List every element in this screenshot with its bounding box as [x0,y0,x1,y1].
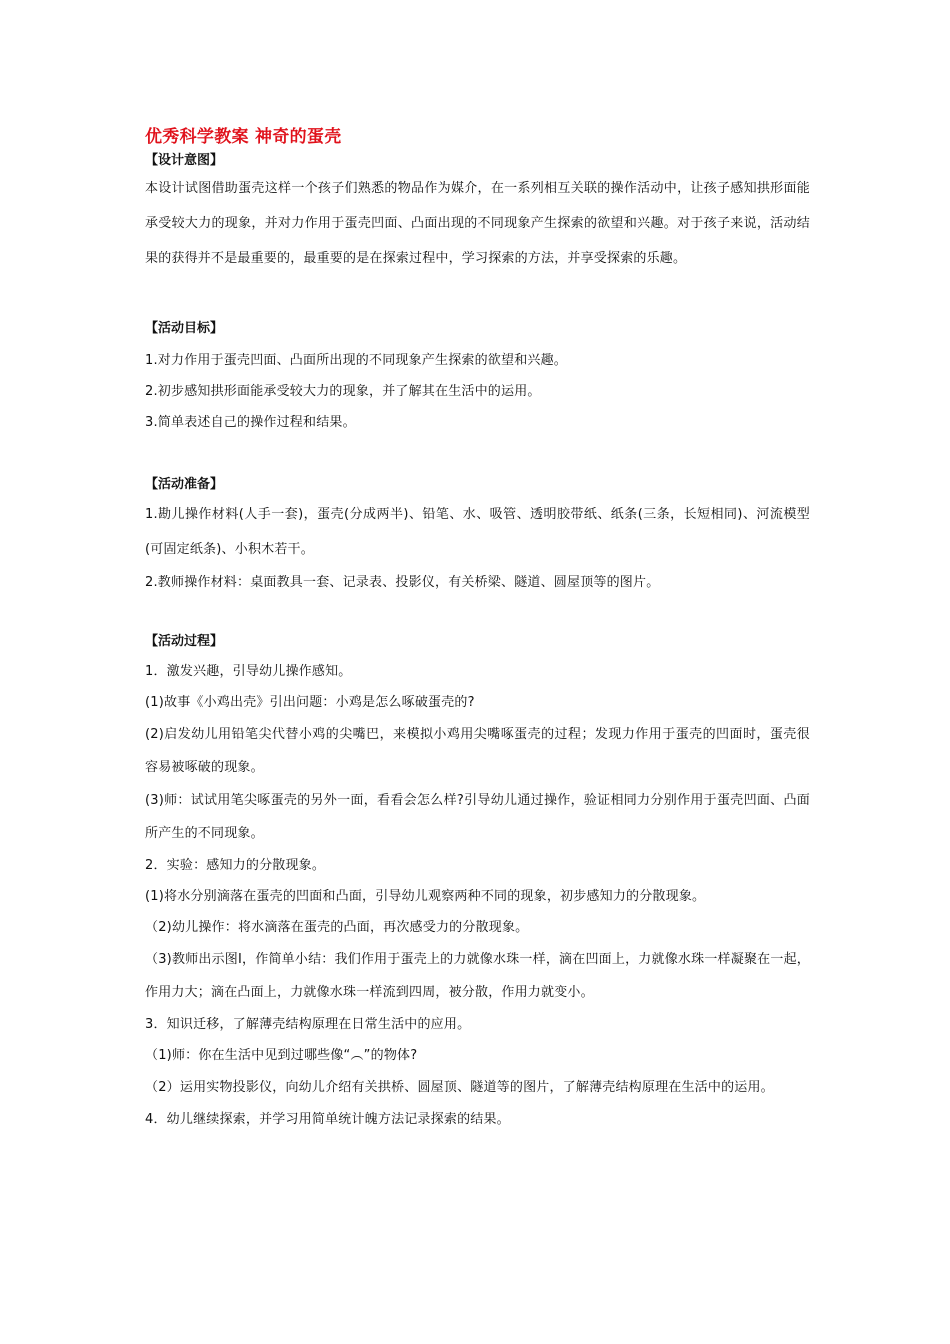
process-item: （1)师：你在生活中见到过哪些像“︵”的物体? [145,1048,418,1063]
goal-item: 1.对力作用于蛋壳凹面、凸面所出现的不同现象产生探索的欲望和兴趣。 [145,353,568,368]
process-item: （3)教师出示图Ⅰ，作简单小结：我们作用于蛋壳上的力就像水珠一样，滴在凹面上，力就像水珠一样凝聚在一起，作用力大；滴在凸面上，力就像水珠一样流到四周，被分散，作用力就变小。 [145,952,810,1000]
design-heading: 【设计意图】 [145,153,224,168]
goals-heading: 【活动目标】 [145,321,224,336]
process-item: 2．实验：感知力的分散现象。 [145,858,326,873]
process-heading: 【活动过程】 [145,634,224,649]
process-item: 3．知识迁移，了解薄壳结构原理在日常生活中的应用。 [145,1017,471,1032]
prep-heading: 【活动准备】 [145,477,224,492]
goal-item: 2.初步感知拱形面能承受较大力的现象，并了解其在生活中的运用。 [145,384,541,399]
process-item: （2）运用实物投影仪，向幼儿介绍有关拱桥、圆屋顶、隧道等的图片，了解薄壳结构原理在生活中的运用。 [145,1080,774,1095]
process-item: (2)启发幼儿用铅笔尖代替小鸡的尖嘴巴，来模拟小鸡用尖嘴啄蛋壳的过程；发现力作用于蛋壳的凹面时，蛋壳很容易被啄破的现象。 [145,727,810,775]
document-title: 优秀科学教案 神奇的蛋壳 [145,127,342,147]
process-item: (1)将水分别滴落在蛋壳的凹面和凸面，引导幼儿观察两种不同的现象，初步感知力的分散现象。 [145,889,706,904]
process-item: （2)幼儿操作：将水滴落在蛋壳的凸面，再次感受力的分散现象。 [145,920,529,935]
process-item: 4．幼儿继续探索，并学习用简单统计魄方法记录探索的结果。 [145,1112,510,1127]
prep-item: 1.勘儿操作材料(人手一套)，蛋壳(分成两半)、铅笔、水、吸管、透明胶带纸、纸条(三条，长短相同)、河流模型(可固定纸条)、小积木若干。 [145,507,810,557]
process-item: (3)师：试试用笔尖啄蛋壳的另外一面，看看会怎么样?引导幼儿通过操作，验证相同力分别作用于蛋壳凹面、凸面所产生的不同现象。 [145,793,810,841]
process-item: (1)故事《小鸡出壳》引出问题：小鸡是怎么啄破蛋壳的? [145,695,475,710]
prep-item: 2.教师操作材料：桌面教具一套、记录表、投影仪，有关桥梁、隧道、圆屋顶等的图片。 [145,575,660,590]
design-text: 本设计试图借助蛋壳这样一个孩子们熟悉的物品作为媒介，在一系列相互关联的操作活动中，让孩子感知拱形面能承受较大力的现象，并对力作用于蛋壳凹面、凸面出现的不同现象产生探索的欲望和兴趣。对于孩子来说，活动结果的获得并不是最重要的，最重要的是在探索过程中，学习探索的方法，并享受探索的乐趣。 [145,181,810,266]
goal-item: 3.简单表述自己的操作过程和结果。 [145,415,356,430]
document-page [145,126,810,1135]
process-item: 1．激发兴趣，引导幼儿操作感知。 [145,664,352,679]
